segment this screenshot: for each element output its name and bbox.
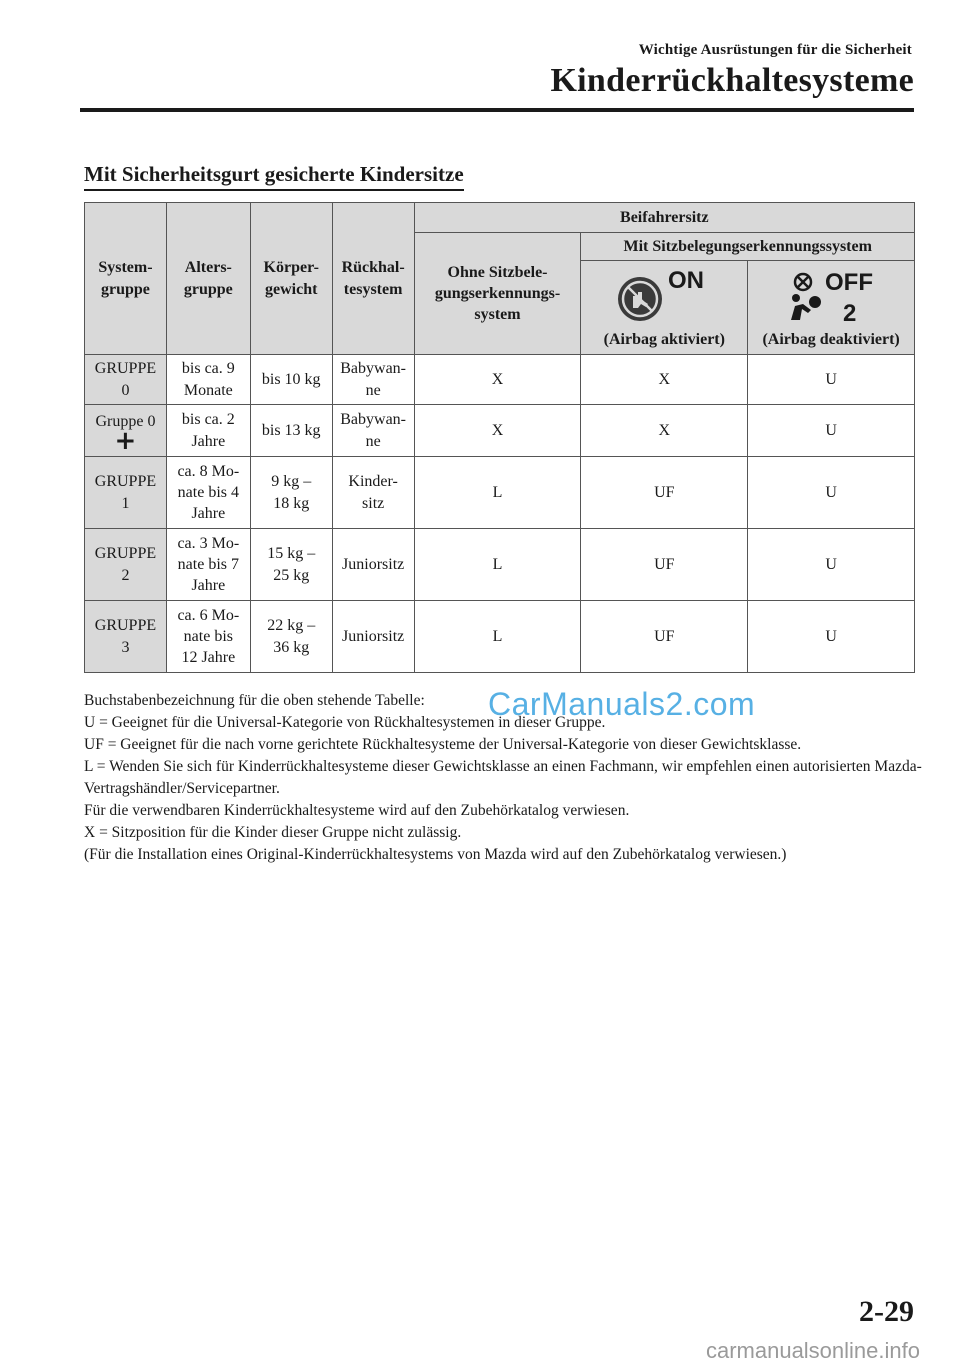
cell-airbag-off: U [748, 529, 915, 601]
cell-age-group: ca. 3 Mo- nate bis 7 Jahre [166, 529, 250, 601]
note-line: Buchstabenbezeichnung für die oben stehende Tabelle: [84, 692, 425, 709]
plus-icon: + [114, 426, 137, 457]
airbag-off-caption: (Airbag deaktiviert) [762, 330, 900, 348]
svg-text:2: 2 [843, 299, 857, 326]
table-row [85, 601, 915, 673]
cell-body-weight: 15 kg – 25 kg [250, 529, 332, 601]
cell-airbag-off: U [748, 457, 915, 529]
note-line: UF = Geeignet für die nach vorne gerichtete Rückhaltesysteme der Universal-Kategorie von dieser Gewichtsklasse. [84, 736, 802, 753]
airbag-on-icon [614, 266, 714, 326]
cell-restraint-system: Kinder- sitz [332, 457, 414, 529]
cell-body-weight: bis 13 kg [250, 405, 332, 457]
cell-airbag-on: X [581, 405, 748, 457]
airbag-on-caption: (Airbag aktiviert) [603, 330, 725, 348]
header-airbag-on [581, 261, 748, 355]
header-airbag-off [748, 261, 915, 355]
cell-system-group: GRUPPE 2 [85, 529, 167, 601]
cell-airbag-on: UF [581, 601, 748, 673]
cell-age-group: bis ca. 2 Jahre [166, 405, 250, 457]
header-divider [80, 108, 914, 112]
legend-notes [84, 690, 924, 866]
cell-system-group: GRUPPE 3 [85, 601, 167, 673]
watermark: CarManuals2.com [488, 686, 756, 722]
note-line: X = Sitzposition für die Kinder dieser Gruppe nicht zulässig. [84, 824, 462, 841]
cell-airbag-on: UF [581, 529, 748, 601]
cell-restraint-system: Juniorsitz [332, 601, 414, 673]
cell-body-weight: bis 10 kg [250, 355, 332, 405]
page-number: 2-29 [859, 1295, 914, 1328]
chapter-title: Kinderrückhaltesysteme [550, 62, 914, 99]
cell-body-weight: 9 kg – 18 kg [250, 457, 332, 529]
cell-restraint-system: Babywan- ne [332, 405, 414, 457]
note-line: L = Wenden Sie sich für Kinderrückhaltesysteme dieser Gewichtsklasse an einen Fachmann, wir empfehlen einen autorisierten Mazda-Vertragshändler/Servicepartner. [84, 758, 922, 797]
section-title: Mit Sicherheitsgurt gesicherte Kindersitze [84, 162, 464, 191]
cell-without-detection: X [414, 405, 581, 457]
cell-restraint-system: Juniorsitz [332, 529, 414, 601]
cell-airbag-on: UF [581, 457, 748, 529]
cell-airbag-off: U [748, 355, 915, 405]
table-row [85, 355, 915, 405]
cell-body-weight: 22 kg – 36 kg [250, 601, 332, 673]
svg-text:OFF: OFF [825, 268, 874, 296]
note-line: U = Geeignet für die Universal-Kategorie von Rückhaltesystemen in dieser Gruppe. [84, 714, 606, 731]
header-with-detection: Mit Sitzbelegungserkennungssystem [581, 233, 915, 261]
chapter-subtitle: Wichtige Ausrüstungen für die Sicherheit [638, 42, 912, 58]
header-passenger-seat: Beifahrersitz [414, 203, 914, 233]
child-seat-table [84, 202, 915, 673]
cell-without-detection: L [414, 457, 581, 529]
cell-system-group: GRUPPE 0 [85, 355, 167, 405]
cell-system-group: GRUPPE 1 [85, 457, 167, 529]
table-row [85, 405, 915, 457]
table-row [85, 529, 915, 601]
cell-without-detection: X [414, 355, 581, 405]
footer-watermark: carmanualsonline.info [705, 1338, 920, 1362]
cell-restraint-system: Babywan- ne [332, 355, 414, 405]
cell-without-detection: L [414, 601, 581, 673]
cell-airbag-on: X [581, 355, 748, 405]
cell-age-group: bis ca. 9 Monate [166, 355, 250, 405]
cell-airbag-off: U [748, 405, 915, 457]
airbag-off-icon [781, 266, 881, 326]
cell-age-group: ca. 6 Mo- nate bis 12 Jahre [166, 601, 250, 673]
header-system-group: System- gruppe [85, 203, 167, 355]
cell-system-group: Gruppe 0 + [85, 405, 167, 457]
header-without-detection: Ohne Sitzbele- gungserkennungs- system [414, 233, 581, 355]
table-row [85, 457, 915, 529]
note-line: (Für die Installation eines Original-Kinderrückhaltesystems von Mazda wird auf den Zubehörkatalog verwiesen.) [84, 846, 787, 863]
note-line: Für die verwendbaren Kinderrückhaltesysteme wird auf den Zubehörkatalog verwiesen. [84, 802, 630, 819]
cell-airbag-off: U [748, 601, 915, 673]
header-age-group: Alters- gruppe [166, 203, 250, 355]
svg-text:ON: ON [668, 266, 705, 294]
header-restraint-system: Rückhal- tesystem [332, 203, 414, 355]
cell-without-detection: L [414, 529, 581, 601]
header-body-weight: Körper- gewicht [250, 203, 332, 355]
cell-age-group: ca. 8 Mo- nate bis 4 Jahre [166, 457, 250, 529]
